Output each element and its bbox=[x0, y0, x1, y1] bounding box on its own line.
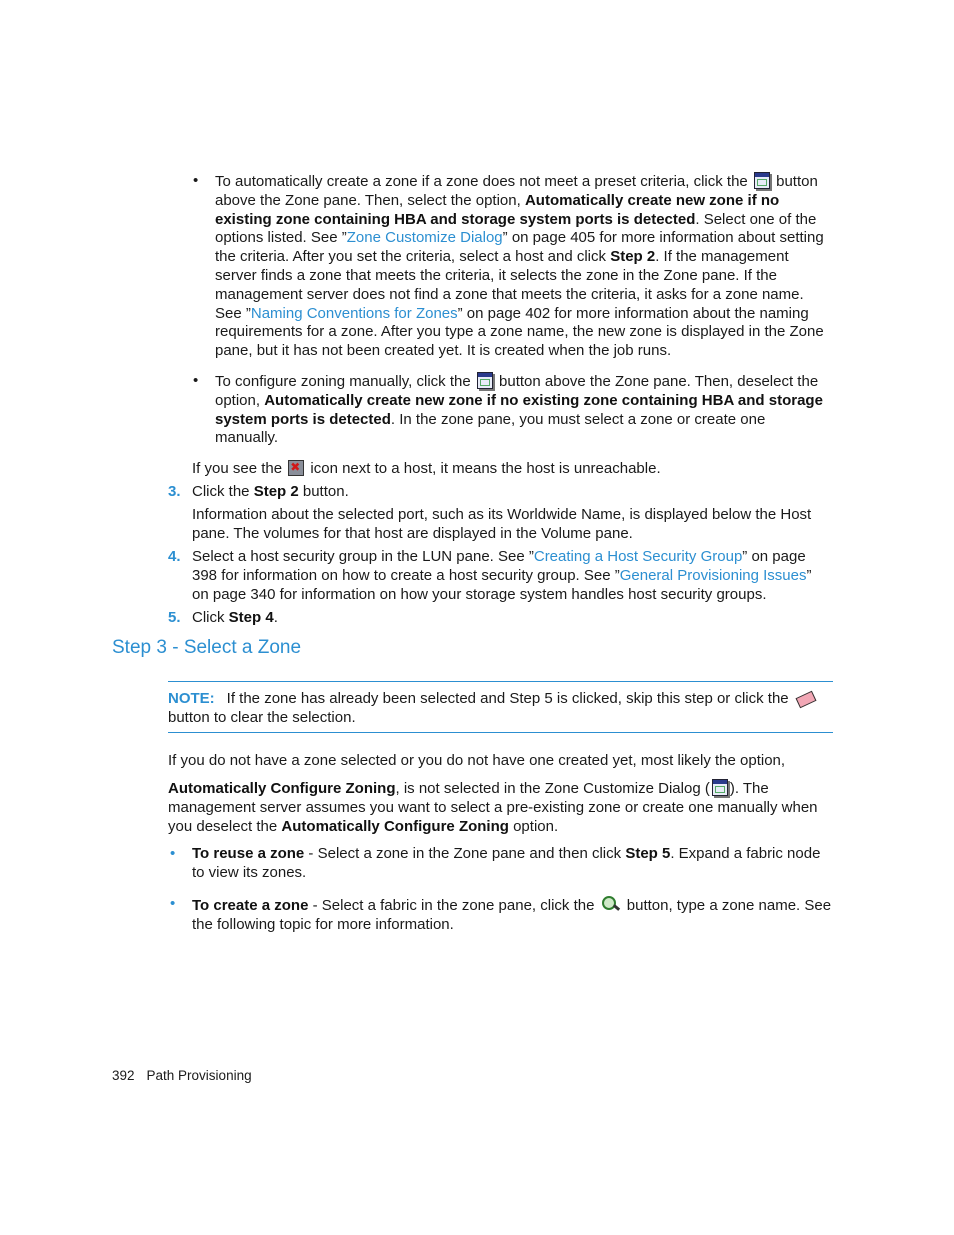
step-number: 3. bbox=[168, 483, 181, 500]
option-name: Automatically create new zone if no existing zone containing HBA and storage system ports is detected bbox=[215, 191, 780, 228]
step-name: Step 2 bbox=[610, 248, 656, 266]
step-4-item bbox=[192, 548, 832, 604]
option-name: Automatically Configure Zoning bbox=[168, 780, 396, 797]
step-name: Step 2 bbox=[253, 483, 299, 500]
bullet-title: To reuse a zone bbox=[192, 845, 305, 862]
text: . Expand a fabric node to view its zones. bbox=[192, 845, 821, 881]
note-top-rule bbox=[168, 681, 833, 682]
text: To configure zoning manually, click the bbox=[215, 373, 475, 390]
page-footer bbox=[112, 1067, 252, 1086]
bullet-manual-zoning bbox=[215, 372, 831, 448]
bullet-title: To create a zone bbox=[192, 897, 309, 914]
text: ” on page 398 for information on how to create a host security group. See ” bbox=[192, 548, 806, 584]
text: button. bbox=[298, 483, 349, 500]
text: . Select one of the options listed. See ” bbox=[215, 210, 817, 247]
unreachable-host-icon bbox=[288, 460, 304, 476]
text: option. bbox=[508, 817, 559, 835]
step-number: 5. bbox=[168, 609, 181, 626]
bullet-create-zone bbox=[192, 895, 832, 935]
paragraph: If you do not have a zone selected or you do not have one created yet, most likely the option, bbox=[168, 752, 786, 769]
text: button to clear the selection. bbox=[168, 708, 356, 726]
text: Click the bbox=[192, 483, 254, 500]
bullet-dot: • bbox=[170, 845, 176, 862]
bullet-dot: • bbox=[170, 895, 176, 912]
step-name: Step 4 bbox=[228, 609, 274, 626]
text: , is not selected in the Zone Customize Dialog ( bbox=[395, 780, 710, 797]
step-name: Step 5 bbox=[625, 845, 671, 862]
link-naming-conventions[interactable]: Naming Conventions for Zones bbox=[250, 304, 458, 322]
bullet-dot: • bbox=[193, 172, 199, 189]
step-3-info: Information about the selected port, such as its Worldwide Name, is displayed below the Host pane. The volumes for that host are displayed in the Volume pane. bbox=[192, 506, 812, 542]
bullet-dot: • bbox=[193, 372, 199, 389]
zone-customize-window-icon bbox=[477, 372, 493, 389]
unreachable-note bbox=[192, 460, 832, 479]
section-heading: Step 3 - Select a Zone bbox=[112, 637, 302, 658]
create-zone-icon bbox=[601, 895, 621, 913]
text: . bbox=[273, 609, 278, 626]
text: ” on page 405 for more information about setting the criteria. After you set the criteria, select a host and click bbox=[215, 229, 824, 266]
step-3-item bbox=[192, 483, 832, 502]
link-creating-host-security-group[interactable]: Creating a Host Security Group bbox=[533, 548, 743, 565]
text: ” on page 402 for more information about the naming requirements for a zone. After you type a zone name, the new zone is displayed in the Zone pane, but it has not been created yet. It is created when the job runs. bbox=[215, 304, 824, 360]
text: button above the Zone pane. Then, select the option, bbox=[215, 173, 818, 209]
text: - Select a fabric in the zone pane, click the bbox=[308, 897, 599, 914]
zone-customize-window-icon bbox=[754, 172, 770, 189]
link-zone-customize-dialog[interactable]: Zone Customize Dialog bbox=[346, 229, 503, 247]
text: Click bbox=[192, 609, 229, 626]
note-bottom-rule bbox=[168, 732, 833, 733]
page-number: 392 bbox=[112, 1068, 135, 1083]
bullet-auto-create-zone bbox=[215, 172, 831, 361]
link-general-provisioning-issues[interactable]: General Provisioning Issues bbox=[619, 566, 807, 584]
text: To automatically create a zone if a zone does not meet a preset criteria, click the bbox=[215, 173, 752, 190]
note bbox=[168, 690, 833, 728]
footer-title: Path Provisioning bbox=[146, 1068, 252, 1083]
text: button, type a zone name. See the following topic for more information. bbox=[192, 897, 832, 933]
text: . In the zone pane, you must select a zone or create one manually. bbox=[215, 410, 766, 447]
eraser-icon bbox=[795, 692, 815, 706]
note-label: NOTE: bbox=[168, 690, 215, 707]
bullet-reuse-zone bbox=[192, 845, 832, 883]
step-number: 4. bbox=[168, 548, 181, 565]
text: - Select a zone in the Zone pane and then click bbox=[304, 845, 626, 862]
zone-customize-window-icon bbox=[712, 779, 728, 796]
text: . If the management server finds a zone that meets the criteria, it selects the zone in the Zone pane. If the management server does not find a zone that meets the criteria, it asks for a zone name. See ” bbox=[215, 248, 804, 322]
text: icon next to a host, it means the host is unreachable. bbox=[306, 460, 661, 477]
option-name: Automatically create new zone if no existing zone containing HBA and storage system ports is detected bbox=[215, 391, 823, 428]
text: If the zone has already been selected and Step 5 is clicked, skip this step or click the bbox=[226, 690, 793, 707]
step-5-item bbox=[192, 609, 832, 628]
paragraph bbox=[168, 779, 832, 836]
text: Select a host security group in the LUN pane. See ” bbox=[192, 548, 534, 565]
option-name: Automatically Configure Zoning bbox=[281, 817, 509, 835]
text: If you see the bbox=[192, 460, 287, 477]
text: ). The management server assumes you want to select a pre-existing zone or create one manually when you deselect the bbox=[168, 780, 818, 835]
text: ” on page 340 for information on how your storage system handles host security groups. bbox=[192, 566, 812, 603]
text: button above the Zone pane. Then, deselect the option, bbox=[215, 373, 819, 409]
